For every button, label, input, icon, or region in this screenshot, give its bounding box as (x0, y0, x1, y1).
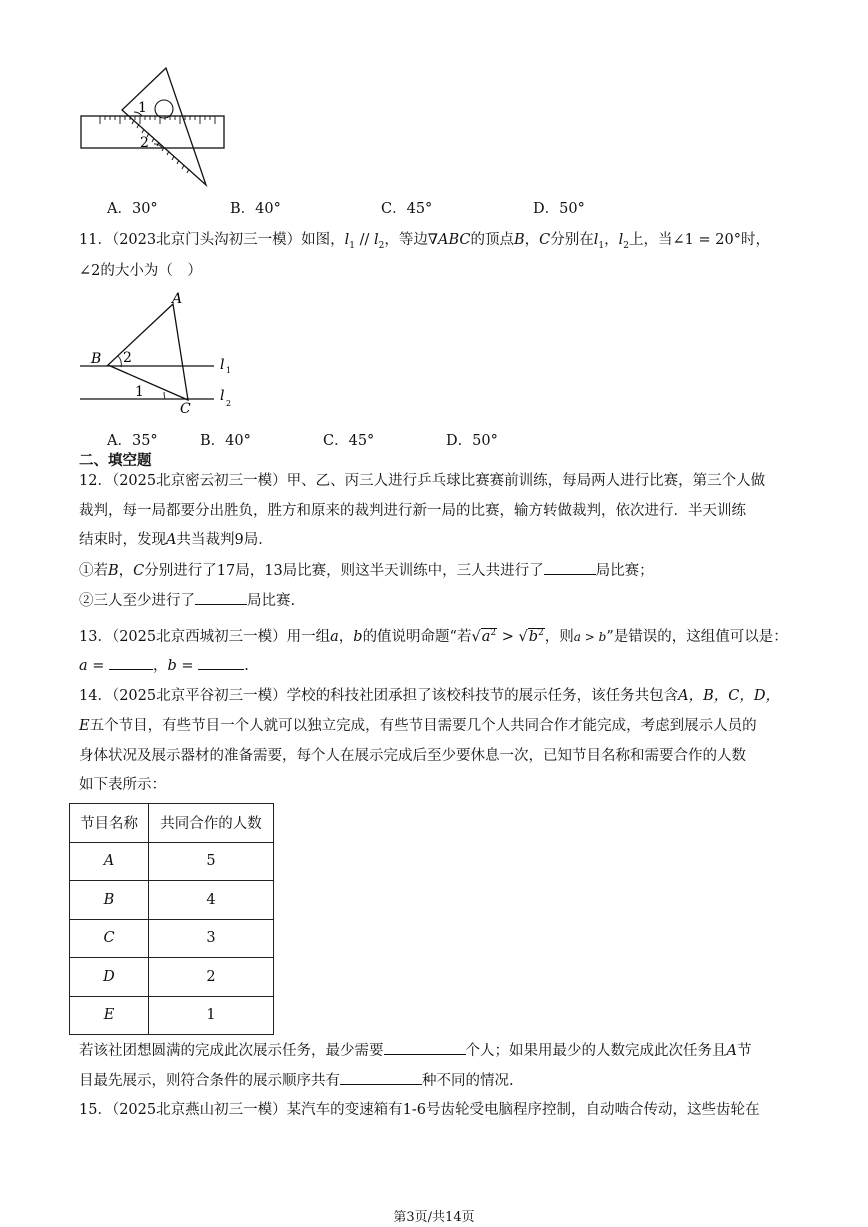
q12-item1: ①若B，C分别进行了17局，13局比赛，则这半天训练中，三人共进行了 局比赛； (79, 560, 654, 581)
line-l1-label: l (220, 357, 225, 373)
q13-blank-a[interactable] (109, 655, 153, 670)
q11-stem-line1: 11．（2023北京门头沟初三一模）如图，$l_1 // l_2$，等边∇ABC的顶点B，C分别在$l_1$，$l_2$上，当∠1 = 20°时， (79, 232, 770, 251)
q13-line1: 13．（2025北京西城初三一模）用一组a，b的值说明命题“若$√a^2 > √b^2$，则a > b”是错误的，这组值可以是： (79, 628, 788, 645)
line-l2-subscript: 2 (226, 399, 232, 408)
q14-line1: 14．（2025北京平谷初三一模）学校的科技社团承担了该校科技节的展示任务，该任务共包含A，B，C，D， (79, 688, 780, 704)
q11-option-c: C．45° (323, 433, 375, 449)
q15-line1: 15．（2025北京燕山初三一模）某汽车的变速箱有1-6号齿轮受电脑程序控制，自动啮合传动，这些齿轮在 (79, 1102, 760, 1118)
q14-blank-min-people[interactable] (384, 1040, 466, 1055)
table-cell: 1 (149, 996, 274, 1035)
q14-blank-orders[interactable] (340, 1070, 422, 1085)
table-cell: A (70, 842, 149, 881)
angle-2-label: 2 (123, 350, 132, 366)
table-header-cell: 节目名称 (70, 804, 149, 843)
q10-option-a: A．30° (107, 201, 158, 217)
ruler-triangle-figure (78, 64, 228, 188)
angle-1-label: 1 (135, 384, 144, 400)
table-row (70, 842, 274, 881)
q14-after-line1: 若该社团想圆满的完成此次展示任务，最少需要 个人；如果用最少的人数完成此次任务且A节 (79, 1040, 751, 1061)
q14-after-line2: 目最先展示，则符合条件的展示顺序共有 种不同的情况. (79, 1070, 514, 1091)
program-table (69, 803, 274, 1035)
table-cell: 2 (149, 958, 274, 997)
q10-option-d: D．50° (533, 201, 585, 217)
vertex-a-label: A (172, 291, 183, 307)
q11-option-b: B．40° (200, 433, 251, 449)
q14-line3: 身体状况及展示器材的准备需要，每个人在展示完成后至少要休息一次，已知节目名称和需要合作的人数 (79, 748, 746, 764)
section-heading-fill-in: 二、填空题 (79, 452, 152, 469)
vertex-c-label: C (180, 401, 191, 417)
table-row (70, 996, 274, 1035)
vertex-b-label: B (91, 351, 102, 367)
q14-line2: E五个节目，有些节目一个人就可以独立完成，有些节目需要几个人共同合作才能完成，考虑到展示人员的 (79, 718, 757, 734)
table-cell: C (70, 919, 149, 958)
sqrt-b-squared: $√b^2$ (518, 628, 544, 645)
q10-option-c: C．45° (381, 201, 433, 217)
q11-option-d: D．50° (446, 433, 498, 449)
angle-1-label: 1 (138, 100, 147, 116)
q12-item2: ②三人至少进行了 局比赛. (79, 590, 295, 611)
line-l1-subscript: 1 (226, 366, 232, 375)
q11-stem-line2: ∠2的大小为（ ） (79, 263, 202, 279)
sqrt-a-squared: $√a^2$ (471, 628, 497, 645)
q12-line2: 裁判，每一局都要分出胜负，胜方和原来的裁判进行新一局的比赛，输方转做裁判，依次进行．半天训练 (79, 503, 746, 519)
q12-answer-blank-2[interactable] (195, 590, 247, 605)
line-l2-label: l (220, 388, 225, 404)
angle-2-label: 2 (140, 135, 149, 151)
q12-line1: 12．（2025北京密云初三一模）甲、乙、丙三人进行乒乓球比赛赛前训练，每局两人进行比赛，第三个人做 (79, 473, 766, 489)
table-header-row (70, 804, 274, 843)
table-cell: 5 (149, 842, 274, 881)
q12-line3: 结束时，发现A共当裁判9局． (79, 532, 273, 548)
q13-blank-b[interactable] (198, 655, 244, 670)
page-footer: 第3页/共14页 (393, 1210, 475, 1225)
q13-line2: a = ，b = . (79, 655, 249, 676)
table-row (70, 919, 274, 958)
table-row (70, 958, 274, 997)
parallel-lines-triangle-figure (78, 288, 238, 418)
q14-line4: 如下表所示： (79, 777, 166, 793)
table-cell: B (70, 881, 149, 920)
q11-option-a: A．35° (107, 433, 158, 449)
q12-answer-blank-1[interactable] (544, 560, 596, 575)
table-cell: D (70, 958, 149, 997)
table-header-cell: 共同合作的人数 (149, 804, 274, 843)
table-row (70, 881, 274, 920)
table-cell: E (70, 996, 149, 1035)
q10-option-b: B．40° (230, 201, 281, 217)
table-cell: 4 (149, 881, 274, 920)
table-cell: 3 (149, 919, 274, 958)
